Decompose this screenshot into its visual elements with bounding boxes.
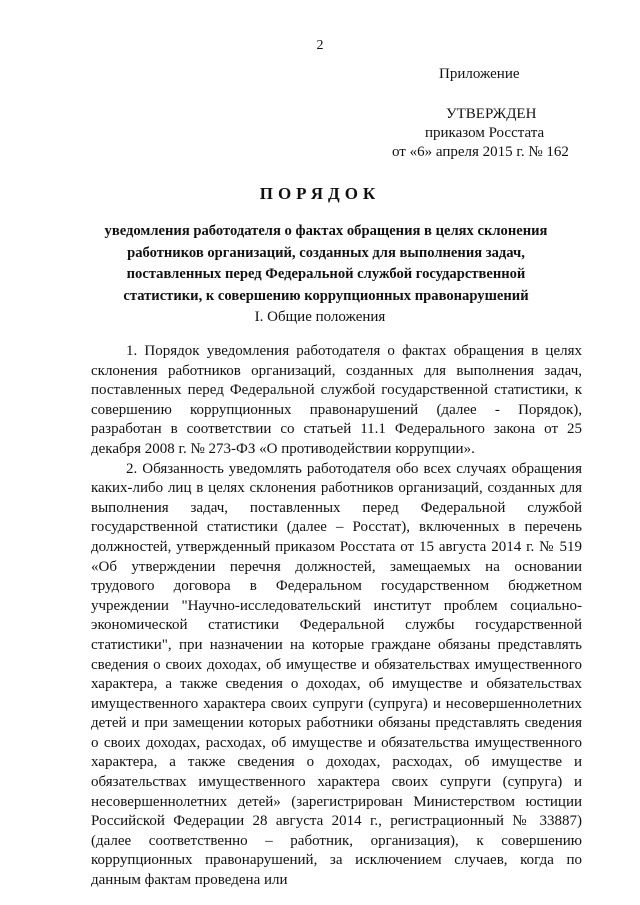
document-subtitle: уведомления работодателя о фактах обращения в целях склонения работников организаций, созданных для выполнения задач, поставленных перед Федеральной службой государственной статистики, к совершению коррупционных правонарушений bbox=[104, 223, 548, 304]
paragraph: 2. Обязанность уведомлять работодателя обо всех случаях обращения каких-либо лиц в целях склонения работников организаций, созданных для выполнения задач, поставленных перед Федеральной службой государственной статистики (далее – Росстат), включенных в перечень должностей, утвержденный приказом Росстата от 15 августа 2014 г. № 519 «Об утверждении перечня должностей, замещаемых на основании трудового договора в Федеральном государственном бюджетном учреждении "Научно-исследовательский институт проблем социально-экономической статистики Федеральной службы государственной статистики", при назначении на которые граждане обязаны представлять сведения о своих доходах, об имуществе и обязательствах имущественного характера, а также сведения о доходах, об имуществе и обязательствах имущественного характера своих супруги (супруга) и несовершеннолетних детей и при замещении которых работники обязаны представлять сведения о своих доходах, расходах, об имуществе и обязательства имущественного характера, а также сведения о доходах, расходах, об имуществе и обязательствах имущественного характера своих супруги (супруга) и несовершеннолетних детей» (зарегистрирован Министерством юстиции Российской Федерации 28 августа 2014 г., регистрационный № 33887) (далее соответственно – работник, организация), к совершению коррупционных правонарушений, за исключением случаев, когда по данным фактам проведена или bbox=[91, 460, 582, 889]
page-number: 2 bbox=[316, 38, 324, 53]
approved-label: УТВЕРЖДЕН bbox=[446, 106, 537, 122]
document-body bbox=[91, 342, 582, 891]
section-heading: I. Общие положения bbox=[254, 309, 386, 325]
paragraph: 1. Порядок уведомления работодателя о фактах обращения в целях склонения работников организаций, созданных для выполнения задач, поставленных перед Федеральной службой государственной статистики, к совершению коррупционных правонарушений (далее - Порядок), разработан в соответствии со статьей 11.1 Федерального закона от 25 декабря 2008 г. № 273-ФЗ «О противодействии коррупции». bbox=[91, 343, 582, 457]
document-title: ПОРЯДОК bbox=[259, 184, 381, 203]
order-reference: приказом Росстата bbox=[425, 125, 545, 141]
appendix-label: Приложение bbox=[439, 66, 520, 82]
order-date: от «6» апреля 2015 г. № 162 bbox=[392, 144, 569, 160]
